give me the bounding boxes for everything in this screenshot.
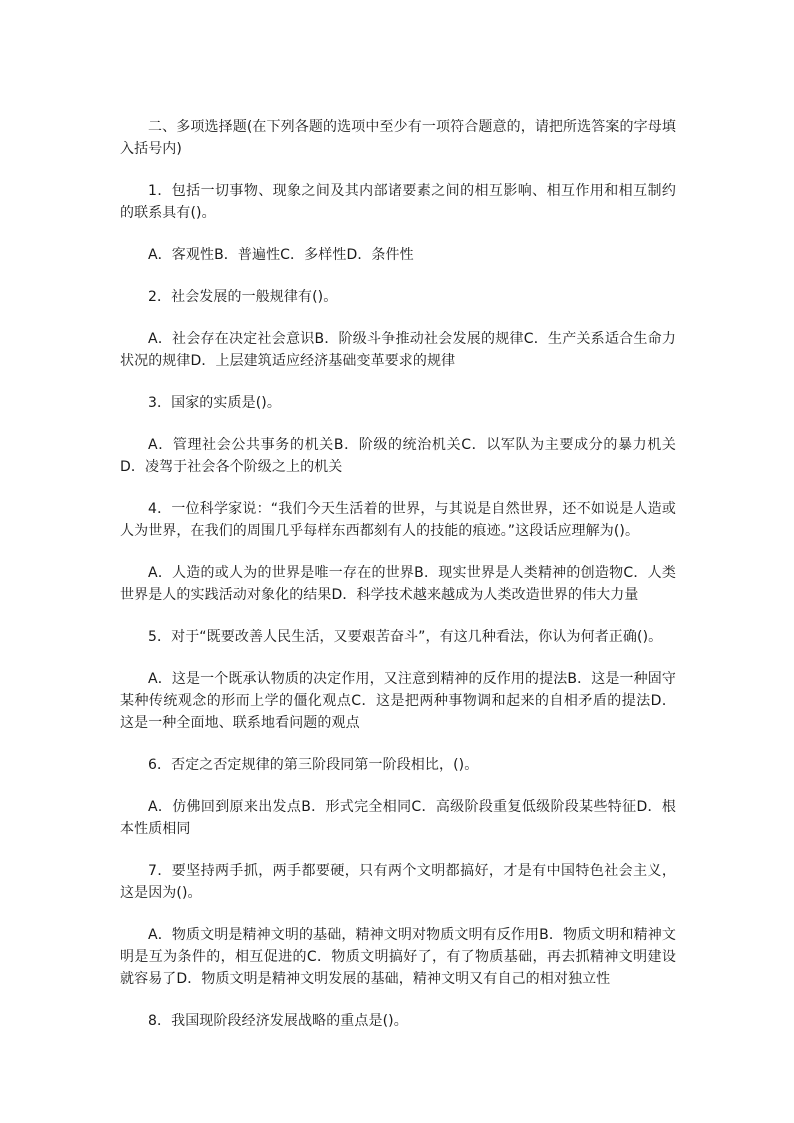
document-page — [120, 116, 676, 1032]
question-2-options: A．社会存在决定社会意识B．阶级斗争推动社会发展的规律C．生产关系适合生命力状况的规律D．上层建筑适应经济基础变革要求的规律 — [120, 331, 676, 369]
question-1-stem: 1．包括一切事物、现象之间及其内部诸要素之间的相互影响、相互作用和相互制约的联系具有()。 — [120, 183, 676, 221]
question-1-options: A．客观性B．普遍性C．多样性D．条件性 — [148, 247, 414, 263]
question-6-stem: 6．否定之否定规律的第三阶段同第一阶段相比，()。 — [148, 757, 479, 773]
question-3-stem: 3．国家的实质是()。 — [148, 395, 281, 411]
question-4-stem: 4．一位科学家说：“我们今天生活着的世界，与其说是自然世界，还不如说是人造或人为世界，在我们的周围几乎每样东西都刻有人的技能的痕迹。”这段话应理解为()。 — [120, 501, 676, 539]
question-5-stem: 5．对于“既要改善人民生活，又要艰苦奋斗”，有这几种看法，你认为何者正确()。 — [148, 629, 663, 645]
question-5-options: A．这是一个既承认物质的决定作用，又注意到精神的反作用的提法B．这是一种固守某种传统观念的形而上学的僵化观点C．这是把两种事物调和起来的自相矛盾的提法D．这是一种全面地、联系地看问题的观点 — [120, 671, 676, 731]
question-4-options: A．人造的或人为的世界是唯一存在的世界B．现实世界是人类精神的创造物C．人类世界是人的实践活动对象化的结果D．科学技术越来越成为人类改造世界的伟大力量 — [120, 565, 676, 603]
question-7-stem: 7．要坚持两手抓，两手都要硬，只有两个文明都搞好，才是有中国特色社会主义，这是因为()。 — [120, 863, 676, 901]
question-7-options: A．物质文明是精神文明的基础，精神文明对物质文明有反作用B．物质文明和精神文明是互为条件的，相互促进的C．物质文明搞好了，有了物质基础，再去抓精神文明建设就容易了D．物质文明是精神文明发展的基础，精神文明又有自己的相对独立性 — [120, 927, 676, 987]
section-title: 二、多项选择题(在下列各题的选项中至少有一项符合题意的，请把所选答案的字母填入括号内) — [120, 119, 676, 157]
question-6-options: A．仿佛回到原来出发点B．形式完全相同C．高级阶段重复低级阶段某些特征D．根本性质相同 — [120, 799, 676, 837]
question-2-stem: 2．社会发展的一般规律有()。 — [148, 289, 338, 305]
question-8-stem: 8．我国现阶段经济发展战略的重点是()。 — [148, 1013, 408, 1029]
question-3-options: A．管理社会公共事务的机关B．阶级的统治机关C．以军队为主要成分的暴力机关D．凌驾于社会各个阶级之上的机关 — [120, 437, 676, 475]
